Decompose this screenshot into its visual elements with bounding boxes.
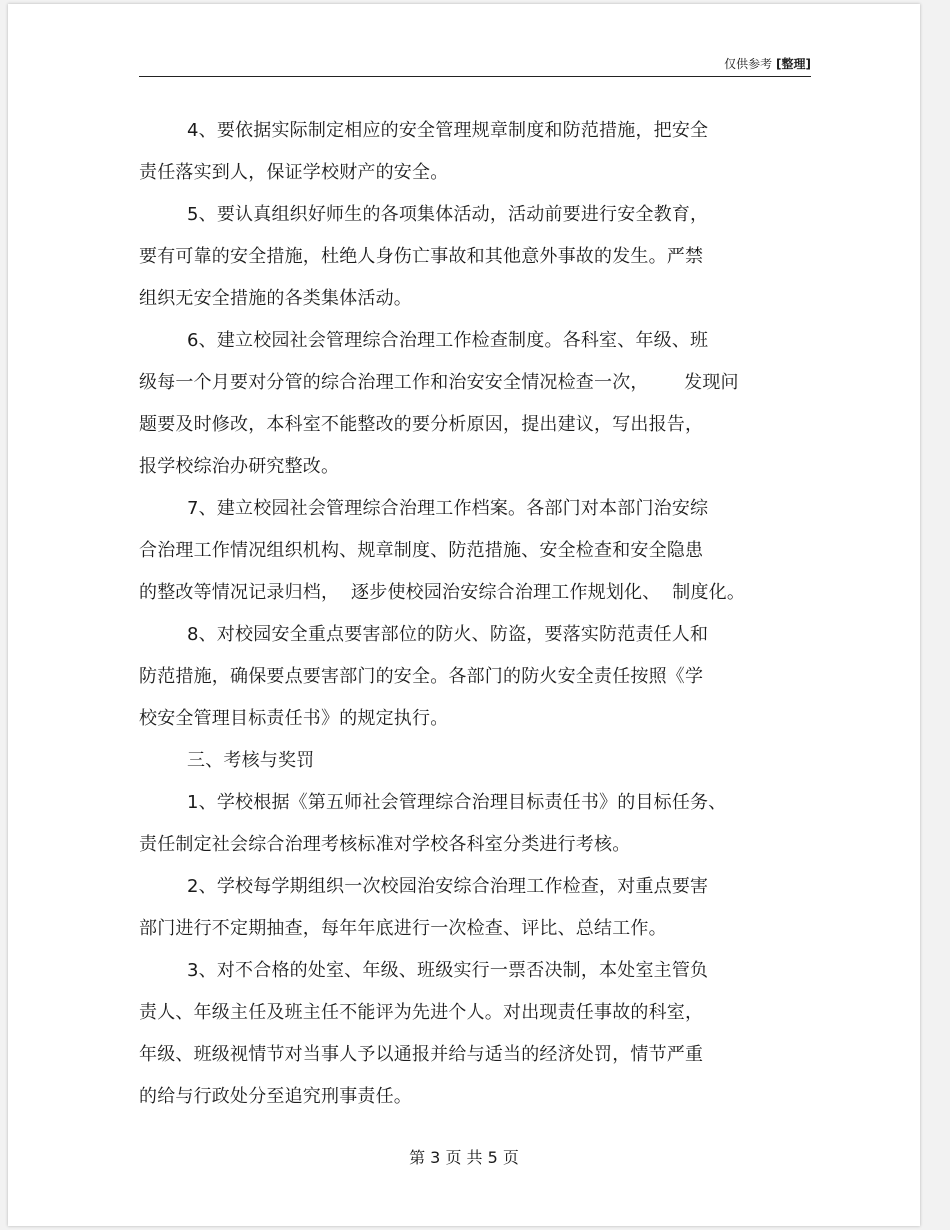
text-line: 级每一个月要对分管的综合治理工作和治安安全情况检查一次， 发现问 <box>139 372 739 393</box>
text-line: 责人、年级主任及班主任不能评为先进个人。对出现责任事故的科室， <box>139 1002 704 1023</box>
header-note: 仅供参考 <box>724 57 773 71</box>
page-footer: 第 3 页 共 5 页 <box>409 1148 519 1167</box>
header-tag: [整理] <box>776 57 811 71</box>
text-line: 的整改等情况记录归档， 逐步使校园治安综合治理工作规划化、 制度化。 <box>139 582 746 603</box>
text-line: 校安全管理目标责任书》的规定执行。 <box>139 708 449 729</box>
text-line: 6、建立校园社会管理综合治理工作检查制度。各科室、年级、班 <box>187 330 709 351</box>
text-line: 7、建立校园社会管理综合治理工作档案。各部门对本部门治安综 <box>187 498 709 519</box>
text-line: 要有可靠的安全措施，杜绝人身伤亡事故和其他意外事故的发生。严禁 <box>139 246 704 267</box>
text-line: 1、学校根据《第五师社会管理综合治理目标责任书》的目标任务、 <box>187 792 727 813</box>
text-line: 三、考核与奖罚 <box>187 750 315 771</box>
text-line: 8、对校园安全重点要害部位的防火、防盗，要落实防范责任人和 <box>187 624 709 645</box>
text-line: 防范措施，确保要点要害部门的安全。各部门的防火安全责任按照《学 <box>139 666 704 687</box>
document-page <box>8 4 920 1226</box>
text-line: 组织无安全措施的各类集体活动。 <box>139 288 412 309</box>
text-line: 年级、班级视情节对当事人予以通报并给与适当的经济处罚，情节严重 <box>139 1044 704 1065</box>
text-line: 4、要依据实际制定相应的安全管理规章制度和防范措施，把安全 <box>187 120 709 141</box>
text-line: 责任制定社会综合治理考核标准对学校各科室分类进行考核。 <box>139 834 631 855</box>
text-line: 的给与行政处分至追究刑事责任。 <box>139 1086 412 1107</box>
text-line: 责任落实到人，保证学校财产的安全。 <box>139 162 449 183</box>
text-line: 部门进行不定期抽查，每年年底进行一次检查、评比、总结工作。 <box>139 918 667 939</box>
text-line: 合治理工作情况组织机构、规章制度、防范措施、安全检查和安全隐患 <box>139 540 704 561</box>
text-line: 3、对不合格的处室、年级、班级实行一票否决制，本处室主管负 <box>187 960 709 981</box>
page-header <box>139 56 811 77</box>
document-body <box>139 110 819 1118</box>
text-line: 题要及时修改，本科室不能整改的要分析原因，提出建议，写出报告， <box>139 414 704 435</box>
text-line: 5、要认真组织好师生的各项集体活动，活动前要进行安全教育， <box>187 204 709 225</box>
text-line: 报学校综治办研究整改。 <box>139 456 340 477</box>
text-line: 2、学校每学期组织一次校园治安综合治理工作检查，对重点要害 <box>187 876 709 897</box>
